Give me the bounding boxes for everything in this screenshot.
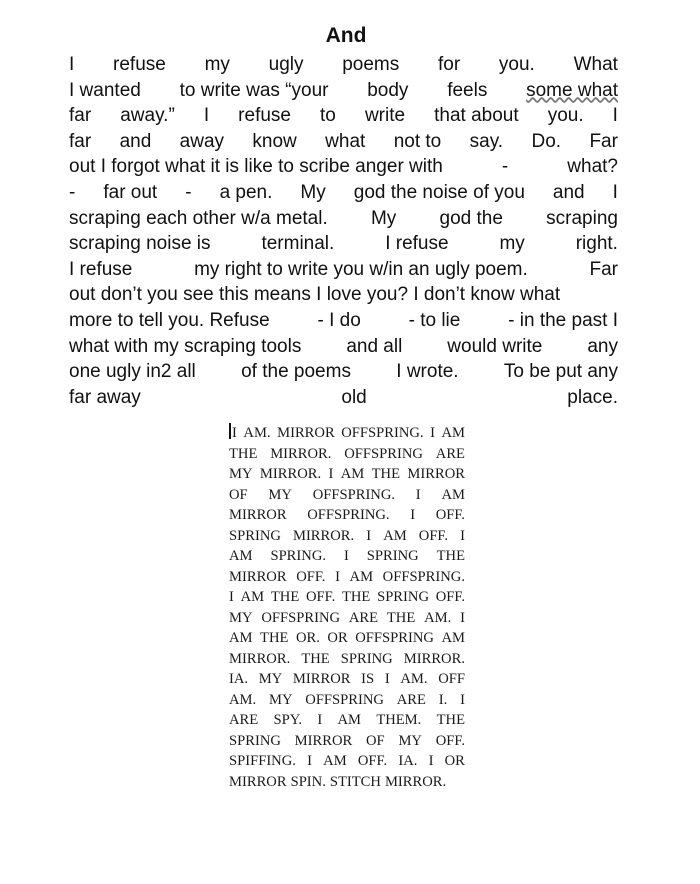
poem-text-segment: write <box>364 105 406 127</box>
prose-word: AM <box>229 548 253 564</box>
poem-text-segment: refuse <box>238 105 291 127</box>
prose-word: MIRROR. <box>403 650 465 667</box>
poem-title: And <box>325 24 367 47</box>
prose-word: THE <box>229 445 258 462</box>
poem-text-segment: body <box>367 79 409 101</box>
poem-text-segment: a pen. <box>219 181 273 203</box>
poem-text-segment: I wrote. <box>396 361 459 383</box>
poem-text-segment: my <box>204 54 230 75</box>
poem-text-segment: and <box>119 130 152 152</box>
prose-word: AM. <box>243 425 271 441</box>
prose-word: IS <box>361 671 375 687</box>
prose-word: IA. <box>229 671 249 687</box>
poem-text-segment: Far <box>589 258 618 280</box>
poem-line <box>69 180 618 206</box>
prose-word: I <box>335 568 340 585</box>
poem-text-segment: my right to write you w/in an ugly poem. <box>194 258 528 280</box>
prose-word: THE <box>341 589 371 605</box>
poem-text-segment: and <box>552 181 585 203</box>
prose-word: I <box>307 753 312 769</box>
poem-text-segment: far <box>69 105 92 127</box>
prose-word: I <box>460 691 465 708</box>
prose-word: OFFSPRING. <box>312 486 396 503</box>
prose-word: AM. <box>400 671 428 687</box>
poem-text-segment: place. <box>567 386 618 408</box>
poem-text-segment: poems <box>342 54 400 75</box>
poem-text-segment: - I do <box>317 309 361 331</box>
prose-line <box>229 423 465 444</box>
prose-line <box>229 710 465 731</box>
poem-text-segment: god the <box>439 207 503 229</box>
prose-word: AM. <box>229 691 257 708</box>
prose-word: OF <box>229 486 248 503</box>
poem-line <box>69 52 618 78</box>
poem-line <box>69 206 618 232</box>
prose-word: I <box>317 712 323 728</box>
poem-text-segment: out don’t you see this means I love you? I don’t know what <box>69 284 561 306</box>
prose-word: MIRROR <box>292 671 351 687</box>
poem-text-segment: - <box>69 181 76 203</box>
prose-word: OFFSPRING <box>355 630 434 646</box>
poem-text-segment: My <box>300 181 326 203</box>
prose-word: AM <box>349 568 374 585</box>
poem-text-segment: right. <box>575 233 618 255</box>
prose-word: MIRROR. <box>229 650 291 667</box>
poem-text-segment: god the noise of you <box>353 181 525 203</box>
poem-text-segment: - to lie <box>408 309 461 331</box>
prose-word: I <box>430 425 435 441</box>
poem-line <box>69 282 618 308</box>
prose-word: I <box>384 671 390 687</box>
prose-word: SPY. <box>273 712 303 728</box>
prose-word: MIRROR. <box>270 445 332 462</box>
poem-text-segment: know <box>252 130 297 152</box>
prose-word: OFF. <box>305 589 336 605</box>
poem-body <box>69 52 618 410</box>
poem-text-segment: one ugly in2 all <box>69 361 196 383</box>
prose-word: OF <box>366 732 385 749</box>
poem-text-segment: what? <box>567 156 618 178</box>
prose-line <box>229 669 465 690</box>
poem-text-segment: say. <box>469 130 504 152</box>
prose-word: SPRING <box>377 589 429 605</box>
poem-text-segment: away.” <box>120 105 175 127</box>
poem-text-segment: out I forgot what it is like to scribe anger with <box>69 156 443 178</box>
poem-text-segment: far away <box>69 386 141 408</box>
prose-word: I. <box>438 691 448 708</box>
prose-word: SPRING <box>340 650 393 667</box>
prose-word: THE <box>436 548 465 564</box>
poem-text-segment: you. <box>498 54 535 75</box>
poem-text-segment: I wanted <box>69 79 141 101</box>
poem-line <box>69 257 618 283</box>
poem-line <box>69 308 618 334</box>
poem-text-segment: I refuse <box>385 233 449 255</box>
poem-text-segment: I <box>612 105 618 127</box>
prose-word: OFF. <box>418 527 449 544</box>
prose-word: STITCH <box>329 773 381 790</box>
prose-word: SPRING. <box>270 548 327 564</box>
prose-word: ARE <box>348 609 379 626</box>
prose-word: AM <box>441 486 465 503</box>
prose-word: OR <box>444 753 465 769</box>
poem-text-segment: - <box>501 156 509 178</box>
poem-text-segment: to write was “your <box>179 79 329 101</box>
prose-word: OFF. <box>435 589 465 605</box>
poem-text-segment: old <box>341 386 367 408</box>
prose-word: I <box>410 507 416 523</box>
poem-text-segment: - in the past I <box>508 309 618 331</box>
prose-word: AM <box>323 753 347 769</box>
prose-word: MIRROR <box>229 568 287 585</box>
poem-text-segment: I <box>69 54 75 75</box>
prose-word: OR <box>327 630 348 646</box>
poem-text-segment: not to <box>393 130 442 152</box>
prose-poem-block <box>229 423 465 792</box>
prose-line <box>229 731 465 752</box>
poem-line <box>69 78 618 104</box>
poem-line <box>69 103 618 129</box>
prose-word: AM <box>441 425 465 441</box>
prose-line <box>229 649 465 670</box>
prose-line <box>229 587 465 608</box>
poem-text-segment: away <box>179 130 225 152</box>
text-cursor-icon <box>229 423 231 439</box>
prose-word: ARE <box>396 691 426 708</box>
poem-text-segment: I refuse <box>69 258 133 280</box>
prose-line <box>229 546 465 567</box>
poem-text-segment: scraping noise is <box>69 233 211 255</box>
prose-line <box>229 608 465 629</box>
poem-text-segment: Do. <box>531 130 562 152</box>
prose-word: THE <box>386 609 416 626</box>
poem-text-segment: that about <box>434 105 519 127</box>
prose-line <box>229 505 465 526</box>
prose-word: THE <box>260 630 289 646</box>
poem-text-segment: to <box>320 105 336 127</box>
prose-word: MIRROR <box>229 507 287 523</box>
poem-text-segment: scraping <box>546 207 618 229</box>
prose-word: MIRROR. <box>259 466 322 482</box>
poem-line <box>69 334 618 360</box>
prose-word: MIRROR. <box>292 527 355 544</box>
poem-line <box>69 385 618 411</box>
poem-text-segment: I <box>612 181 618 203</box>
poem-text-segment: To be put any <box>503 361 618 383</box>
prose-word: OFFSPRING <box>305 691 384 708</box>
prose-word: OFF. <box>435 732 465 749</box>
prose-word: OFF. <box>296 568 326 585</box>
prose-word: THE <box>301 650 330 667</box>
poem-text-segment: far <box>69 130 92 152</box>
prose-word: OFF. <box>357 753 388 769</box>
poem-text-segment: scraping each other w/a metal. <box>69 207 328 229</box>
poem-text-segment: would write <box>447 335 543 357</box>
poem-text-segment: what <box>325 130 366 152</box>
prose-word: I <box>460 527 465 544</box>
prose-word: MIRROR <box>277 425 335 441</box>
prose-word: AM <box>240 589 265 605</box>
prose-word: OFF <box>438 671 465 687</box>
poem-text-segment: any <box>587 335 618 357</box>
prose-word: I <box>328 466 334 482</box>
prose-word: OFF. <box>435 507 465 523</box>
prose-word: MY <box>268 691 293 708</box>
prose-word: MY <box>229 609 253 626</box>
prose-word: I <box>366 527 372 544</box>
prose-word: MY <box>229 466 253 482</box>
prose-word: OFFSPRING. <box>307 507 390 523</box>
prose-word: THE <box>436 712 465 728</box>
poem-text-segment: of the poems <box>241 361 351 383</box>
prose-word: AM <box>337 712 362 728</box>
prose-line <box>229 485 465 506</box>
prose-word: I <box>415 486 421 503</box>
poem-text-segment: for <box>437 54 461 75</box>
prose-line <box>229 464 465 485</box>
poem-text-segment: far out <box>103 181 158 203</box>
poem-text-segment: - <box>185 181 192 203</box>
prose-line <box>229 567 465 588</box>
prose-word: OFFSPRING <box>261 609 341 626</box>
prose-word: AM. <box>424 609 452 626</box>
poem-text-segment: terminal. <box>261 233 335 255</box>
prose-word: OR. <box>295 630 320 646</box>
prose-line <box>229 444 465 465</box>
prose-word: THE <box>270 589 300 605</box>
poem-text-segment: refuse <box>113 54 166 75</box>
prose-word: THE <box>371 466 401 482</box>
prose-word: MIRROR <box>294 732 353 749</box>
poem-text-segment: Far <box>589 130 618 152</box>
prose-word: SPRING <box>229 732 281 749</box>
prose-word: I <box>428 753 434 769</box>
prose-line <box>229 690 465 711</box>
prose-line <box>229 526 465 547</box>
prose-word: MY <box>398 732 422 749</box>
prose-word: THEM. <box>376 712 422 728</box>
prose-word: OFFSPRING. <box>382 568 465 585</box>
poem-text-segment: you. <box>547 105 584 127</box>
prose-word: IA. <box>398 753 418 769</box>
prose-word: SPRING <box>229 527 281 544</box>
prose-word: MY <box>268 486 292 503</box>
poem-text-segment: I <box>203 105 210 127</box>
poem-text-segment: What <box>573 54 618 75</box>
poem-text-segment: more to tell you. Refuse <box>69 309 270 331</box>
prose-line <box>229 772 465 793</box>
prose-word: OFFSPRING <box>344 445 423 462</box>
poem-line <box>69 231 618 257</box>
prose-word: SPIFFING. <box>229 753 296 769</box>
poem-text-segment: my <box>499 233 525 255</box>
poem-text-segment: what with my scraping tools <box>69 335 302 357</box>
prose-word: ARE <box>435 445 465 462</box>
poem-text-segment: and all <box>346 335 403 357</box>
prose-word: I <box>229 423 237 444</box>
prose-line <box>229 628 465 649</box>
prose-word: I <box>229 589 234 605</box>
prose-line <box>229 751 465 772</box>
poem-line <box>69 359 618 385</box>
prose-word: AM <box>383 527 407 544</box>
prose-word: MY <box>258 671 283 687</box>
prose-word: ARE <box>229 712 259 728</box>
prose-word: AM <box>441 630 465 646</box>
prose-word: MIRROR <box>229 773 287 790</box>
prose-word: OFFSPRING. <box>341 425 424 441</box>
prose-word: I <box>460 609 465 626</box>
prose-word: SPIN. <box>290 773 326 790</box>
prose-word: AM <box>229 630 253 646</box>
prose-word: AM <box>340 466 365 482</box>
poem-line <box>69 154 618 180</box>
prose-word: MIRROR. <box>384 773 447 790</box>
poem-text-segment: ugly <box>268 54 304 75</box>
prose-word: SPRING <box>366 548 419 564</box>
poem-text-segment: some what <box>526 79 618 101</box>
prose-word: I <box>343 548 349 564</box>
poem-text-segment: My <box>370 207 397 229</box>
prose-word: MIRROR <box>407 466 465 482</box>
poem-text-segment: feels <box>447 79 488 101</box>
poem-line <box>69 129 618 155</box>
